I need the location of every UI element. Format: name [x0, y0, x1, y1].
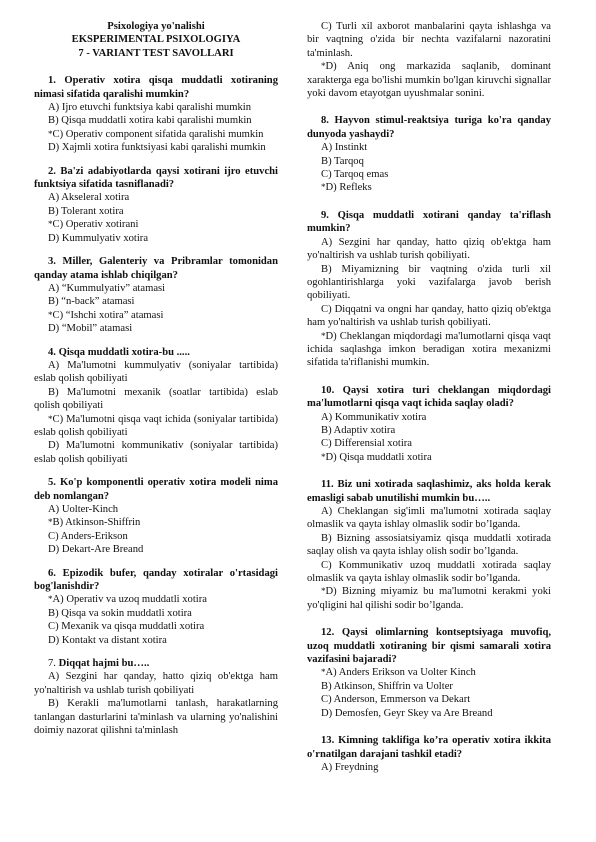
option-d-correct: *D) Qisqa muddatli xotira — [321, 451, 432, 463]
option-d-correct: *D) Refleks — [321, 182, 372, 194]
option-a: A) Kommunikativ xotira — [321, 411, 427, 423]
option-a: A) “Kummulyativ” atamasi — [48, 282, 166, 294]
option-b: B) Kerakli ma'lumotlarni tanlash, harakatlarning tanlangan dasturlarini ta'minlash va ularning yo'nalishini doimiy nazorat qilishni ta'minlash — [34, 698, 278, 737]
question-text: 7. Diqqat hajmi bu….. — [48, 658, 150, 670]
option-c-correct: *C) “Ishchi xotira” atamasi — [48, 309, 164, 321]
question-4 — [34, 346, 278, 467]
correct-marker: * — [48, 309, 53, 320]
option-a: A) Instinkt — [321, 142, 368, 154]
option-a: A) Sezgini har qanday, hatto qiziq ob'ektga ham yo'naltirish va ushlab turish qobiliyati. — [307, 236, 551, 262]
correct-marker: * — [321, 586, 326, 597]
question-13 — [307, 734, 551, 774]
option-c: C) Differensial xotira — [321, 438, 412, 450]
question-9 — [307, 209, 551, 370]
question-10 — [307, 384, 551, 464]
question-12 — [307, 626, 551, 720]
correct-marker: * — [321, 182, 326, 193]
question-text: 5. Ko'p komponentli operativ xotira modeli nima deb nomlangan? — [34, 477, 278, 502]
option-a: A) Freydning — [321, 761, 379, 773]
option-b: B) Qisqa va sokin muddatli xotira — [48, 607, 192, 619]
option-c: C) Anderson, Emmerson va Dekart — [321, 694, 471, 706]
question-number: 7. — [48, 658, 56, 670]
option-c: C) Diqqatni va ongni har qanday, hatto qiziq ob'ektga ham yo'naltirish va ushlab turish qobiliyati. — [307, 303, 551, 329]
option-d-correct: *D) Aniq ong markazida saqlanib, dominant xarakterga ega bo'lishi mumkin bo'lgan kiruvchi signallar yoki davom etayotgan uyushmalar sonini. — [307, 61, 551, 100]
option-d: D) Xajmli xotira funktsiyasi kabi qaralishi mumkin — [48, 142, 266, 154]
question-2 — [34, 165, 278, 245]
question-7-continued — [307, 20, 551, 100]
option-b: B) Bizning assosiatsiyamiz qisqa muddatli xotirada saqlay olish va qayta ishlay olish sodir bo’lganda. — [307, 532, 551, 558]
question-text: 1. Operativ xotira qisqa muddatli xotiraning nimasi sifatida qaralishi mumkin? — [34, 75, 278, 100]
option-a: A) Akseleral xotira — [48, 192, 130, 204]
option-c-correct: *C) Operativ component sifatida qaralishi mumkin — [48, 128, 264, 140]
option-c: C) Kommunikativ uzoq muddatli xotirada saqlay olmaslik va qayta ishlay olmaslik sodir bo’lganda. — [307, 559, 551, 585]
option-a: A) Uolter-Kinch — [48, 504, 119, 515]
option-a-correct: *A) Anders Erikson va Uolter Kinch — [321, 667, 476, 679]
option-d-correct: *D) Cheklangan miqdordagi ma'lumotlarni qisqa vaqt ichida saqlashga imkon beradigan xotira mexanizmi sifatida ta'riflanishi mumkin. — [307, 330, 551, 369]
left-column — [34, 20, 278, 738]
option-b: B) Miyamizning bir vaqtning o'zida turli xil ogohlantirishlarga yoki vazifalarga javob berish qobiliyati. — [307, 263, 551, 302]
correct-marker: * — [321, 451, 326, 462]
correct-marker: * — [321, 61, 326, 72]
option-b: B) “n-back” atamasi — [48, 296, 135, 308]
header-subject: EKSPERIMENTAL PSIXOLOGIYA — [71, 34, 241, 46]
header-department: Psixologiya yo'nalishi — [107, 21, 205, 32]
question-6 — [34, 567, 278, 647]
option-d: D) Kummulyativ xotira — [48, 232, 149, 244]
option-b: B) Ma'lumotni mexanik (soatlar tartibida) eslab qolish qobiliyati — [34, 386, 278, 412]
option-d: D) Dekart-Are Breand — [48, 544, 144, 556]
option-a-correct: *A) Operativ va uzoq muddatli xotira — [48, 594, 207, 606]
correct-marker: * — [48, 219, 53, 230]
option-a: A) Ma'lumotni kummulyativ (soniyalar tartibida) eslab qolish qobiliyati — [34, 359, 278, 385]
question-3 — [34, 255, 278, 335]
option-c-correct: *C) Ma'lumotni qisqa vaqt ichida (soniyalar tartibida) eslab qolish qobiliyati — [34, 413, 278, 438]
option-b: B) Qisqa muddatli xotira kabi qaralishi mumkin — [48, 115, 252, 127]
option-d: D) Ma'lumotni kommunikativ (soniyalar tartibida) eslab qolish qobiliyati — [34, 440, 278, 465]
option-c: C) Turli xil axborot manbalarini qayta ishlashga va bir vaqtning o'zida bir nechta vazifalarni nazoratini ta'minlash. — [307, 21, 551, 59]
option-b: B) Tarqoq — [321, 155, 364, 167]
question-text: 9. Qisqa muddatli xotirani qanday ta'riflash mumkin? — [307, 209, 551, 235]
question-text: 3. Miller, Galenteriy va Pribramlar tomonidan qanday atama ishlab chiqilgan? — [34, 256, 278, 281]
question-11 — [307, 478, 551, 612]
question-text: 2. Ba'zi adabiyotlarda qaysi xotirani ijro etuvchi funktsiya sifatida tasniflanadi? — [34, 165, 278, 191]
question-text: 12. Qaysi olimlarning kontseptsiyaga muvofiq, uzoq muddatli xotiraning bir qismi samarali xotira vazifasini bajaradi? — [307, 627, 551, 666]
option-d: D) Demosfen, Geyr Skey va Are Breand — [321, 707, 493, 719]
question-text: 6. Epizodik bufer, qanday xotiralar o'rtasidagi bog'lanishdir? — [34, 567, 278, 593]
question-text: 4. Qisqa muddatli xotira-bu ..... — [48, 346, 190, 358]
option-c: C) Mexanik va qisqa muddatli xotira — [48, 621, 205, 633]
option-d-correct: *D) Bizning miyamiz bu ma'lumotni kerakmi yoki yo'qligini hal qilishi sodir bo’lganda. — [307, 586, 551, 611]
correct-marker: * — [48, 517, 53, 528]
question-text: 8. Hayvon stimul-reaktsiya turiga ko'ra qanday dunyoda yashaydi? — [307, 115, 551, 140]
right-column — [307, 20, 551, 774]
option-c-correct: *C) Operativ xotirani — [48, 219, 139, 231]
option-b-correct: *B) Atkinson-Shiffrin — [48, 517, 141, 529]
question-1 — [34, 74, 278, 154]
header-variant: 7 - VARIANT TEST SAVOLLARI — [78, 47, 234, 59]
question-8 — [307, 114, 551, 194]
option-a: A) Cheklangan sig'imli ma'lumotni xotirada saqlay olmaslik va qayta ishlay olmaslik sodir bo’lganda. — [307, 506, 551, 531]
correct-marker: * — [321, 667, 326, 678]
option-b: B) Atkinson, Shiffrin va Uolter — [321, 680, 453, 692]
question-text: 13. Kimning taklifiga ko’ra operativ xotira ikkita o'rnatilgan darajani tashkil etadi? — [307, 735, 551, 760]
option-d: D) Kontakt va distant xotira — [48, 634, 167, 646]
correct-marker: * — [48, 128, 53, 139]
correct-marker: * — [48, 594, 53, 605]
option-b: B) Adaptiv xotira — [321, 424, 396, 436]
correct-marker: * — [48, 413, 53, 424]
question-5 — [34, 476, 278, 556]
option-a: A) Ijro etuvchi funktsiya kabi qaralishi mumkin — [48, 102, 252, 114]
question-7 — [34, 657, 278, 737]
option-a: A) Sezgini har qanday, hatto qiziq ob'ektga ham yo'naltirish va ushlab turish qobiliyati — [34, 671, 278, 696]
question-text: 10. Qaysi xotira turi cheklangan miqdordagi ma'lumotlarni qisqa vaqt ichida saqlay oladi? — [307, 384, 551, 410]
correct-marker: * — [321, 330, 326, 341]
question-text: 11. Biz uni xotirada saqlashimiz, aks holda kerak emasligi sabab unutilishi mumkin bu….. — [307, 479, 551, 504]
option-b: B) Tolerant xotira — [48, 205, 124, 217]
option-c: C) Tarqoq emas — [321, 169, 389, 181]
option-c: C) Anders-Erikson — [48, 530, 128, 542]
option-d: D) “Mobil” atamasi — [48, 323, 133, 335]
